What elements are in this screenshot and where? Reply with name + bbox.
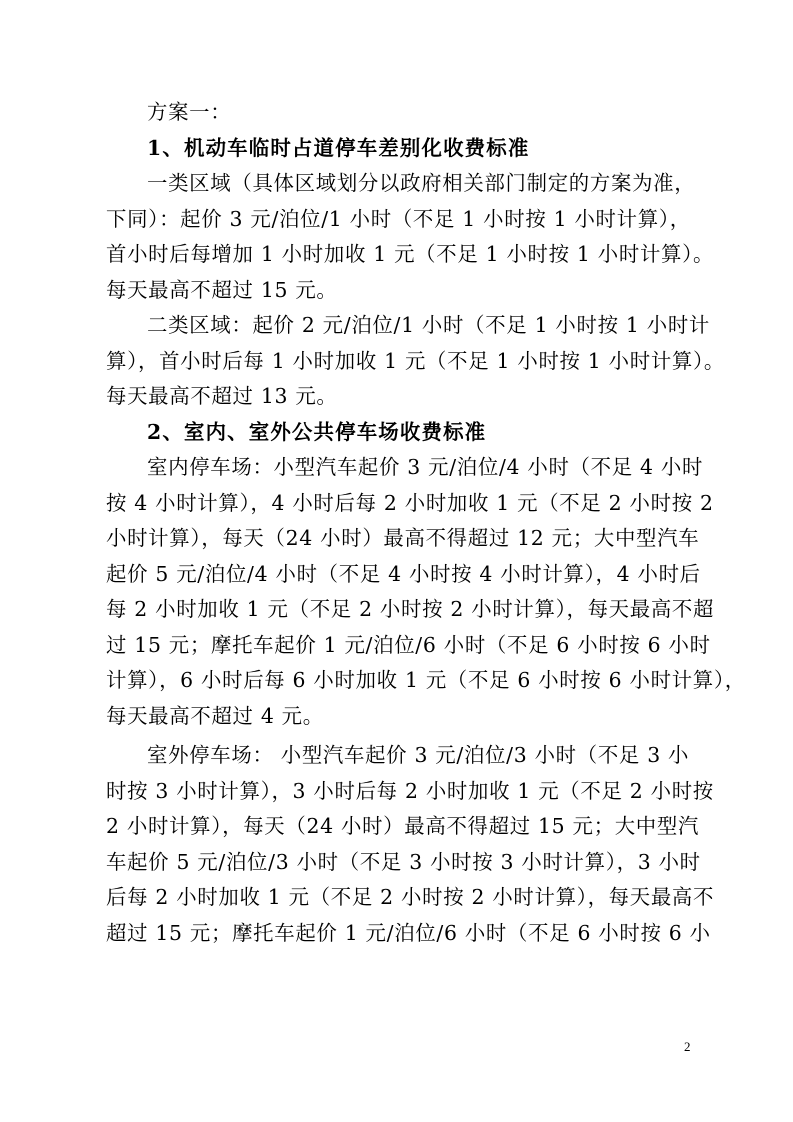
- page-number: 2: [684, 1039, 691, 1054]
- paragraph-line: 每天最高不超过 15 元。: [106, 277, 338, 302]
- paragraph-line: 按 4 小时计算），4 小时后每 2 小时加收 1 元（不足 2 小时按 2: [106, 490, 714, 515]
- paragraph-line: 过 15 元；摩托车起价 1 元/泊位/6 小时（不足 6 小时按 6 小时: [106, 632, 711, 657]
- paragraph-line: 一类区域（具体区域划分以政府相关部门制定的方案为准，: [147, 171, 696, 195]
- paragraph-line: 车起价 5 元/泊位/3 小时（不足 3 小时按 3 小时计算），3 小时: [106, 849, 701, 874]
- document-body: [106, 95, 746, 951]
- paragraph-line: 小时计算），每天（24 小时）最高不得超过 12 元；大中型汽车: [106, 526, 700, 550]
- paragraph-line: 下同）：起价 3 元/泊位/1 小时（不足 1 小时按 1 小时计算），: [106, 206, 691, 231]
- paragraph-line: 时按 3 小时计算），3 小时后每 2 小时加收 1 元（不足 2 小时按: [106, 778, 714, 803]
- paragraph-line: 室内停车场：小型汽车起价 3 元/泊位/4 小时（不足 4 小时: [147, 455, 704, 479]
- paragraph-line: 后每 2 小时加收 1 元（不足 2 小时按 2 小时计算），每天最高不: [106, 885, 715, 909]
- scheme-title: 方案一：: [147, 100, 232, 124]
- section-heading-2: 2、室内、室外公共停车场收费标准: [147, 419, 487, 444]
- paragraph-line: 起价 5 元/泊位/4 小时（不足 4 小时按 4 小时计算），4 小时后: [106, 561, 701, 586]
- section-heading-1: 1、机动车临时占道停车差别化收费标准: [147, 135, 530, 160]
- paragraph-line: 二类区域：起价 2 元/泊位/1 小时（不足 1 小时按 1 小时计: [147, 313, 711, 337]
- paragraph-line: 超过 15 元；摩托车起价 1 元/泊位/6 小时（不足 6 小时按 6 小: [106, 920, 711, 945]
- paragraph-line: 计算），6 小时后每 6 小时加收 1 元（不足 6 小时按 6 小时计算），: [106, 668, 746, 692]
- paragraph-line: 首小时后每增加 1 小时加收 1 元（不足 1 小时按 1 小时计算）。: [106, 242, 715, 266]
- paragraph-line: 每 2 小时加收 1 元（不足 2 小时按 2 小时计算），每天最高不超: [106, 597, 715, 621]
- paragraph-line: 算），首小时后每 1 小时加收 1 元（不足 1 小时按 1 小时计算）。: [106, 348, 726, 373]
- paragraph-line: 2 小时计算），每天（24 小时）最高不得超过 15 元；大中型汽: [106, 814, 700, 838]
- paragraph-line: 室外停车场： 小型汽车起价 3 元/泊位/3 小时（不足 3 小: [147, 743, 690, 767]
- paragraph-line: 每天最高不超过 13 元。: [106, 384, 338, 408]
- paragraph-line: 每天最高不超过 4 元。: [106, 703, 324, 728]
